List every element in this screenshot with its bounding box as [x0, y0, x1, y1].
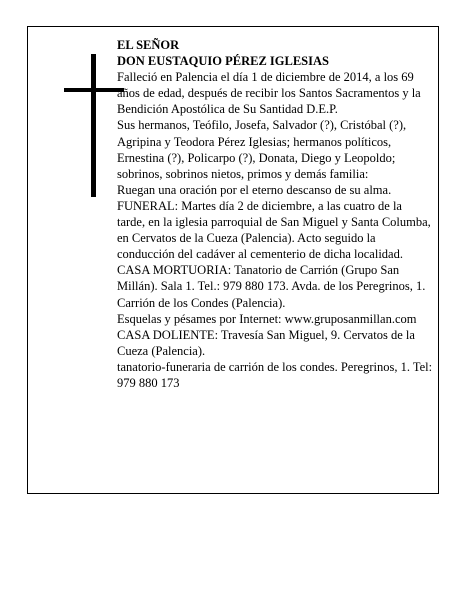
prayer-request: Ruegan una oración por el eterno descanso de su alma.: [117, 182, 392, 197]
cross-horizontal-bar: [64, 88, 124, 92]
funeral-details: FUNERAL: Martes día 2 de diciembre, a las cuatro de la tarde, en la iglesia parroquial de San Miguel y Santa Columba, en Cervatos de la Cueza (Palencia). Acto seguido la conducción del cadáver al cementerio de dicha localidad.: [117, 198, 431, 262]
internet-condolences: Esquelas y pésames por Internet: www.gruposanmillan.com: [117, 311, 417, 326]
notice-text: [117, 37, 433, 391]
notice-title-line1: EL SEÑOR: [117, 38, 180, 52]
funeral-home-contact: tanatorio-funeraria de carrión de los condes. Peregrinos, 1. Tel: 979 880 173: [117, 359, 433, 390]
family-list: Sus hermanos, Teófilo, Josefa, Salvador (?), Cristóbal (?), Agripina y Teodora Pérez Iglesias; hermanos políticos, Ernestina (?), Policarpo (?), Donata, Diego y Leopoldo; sobrinos, sobrinos nietos, primos y demás familia:: [117, 118, 407, 181]
deceased-name: DON EUSTAQUIO PÉREZ IGLESIAS: [117, 54, 329, 69]
death-announcement: Falleció en Palencia el día 1 de diciembre de 2014, a los 69 años de edad, después de recibir los Santos Sacramentos y la Bendición Apostólica de Su Santidad D.E.P.: [117, 70, 421, 117]
mortuary-details: CASA MORTUORIA: Tanatorio de Carrión (Grupo San Millán). Sala 1. Tel.: 979 880 173. Avda. de los Peregrinos, 1. Carrión de los Condes (Palencia).: [117, 263, 426, 310]
cross-icon: [64, 54, 124, 197]
obituary-notice: [27, 26, 439, 494]
cross-vertical-bar: [91, 54, 96, 197]
family-home-address: CASA DOLIENTE: Travesía San Miguel, 9. Cervatos de la Cueza (Palencia).: [117, 327, 415, 358]
